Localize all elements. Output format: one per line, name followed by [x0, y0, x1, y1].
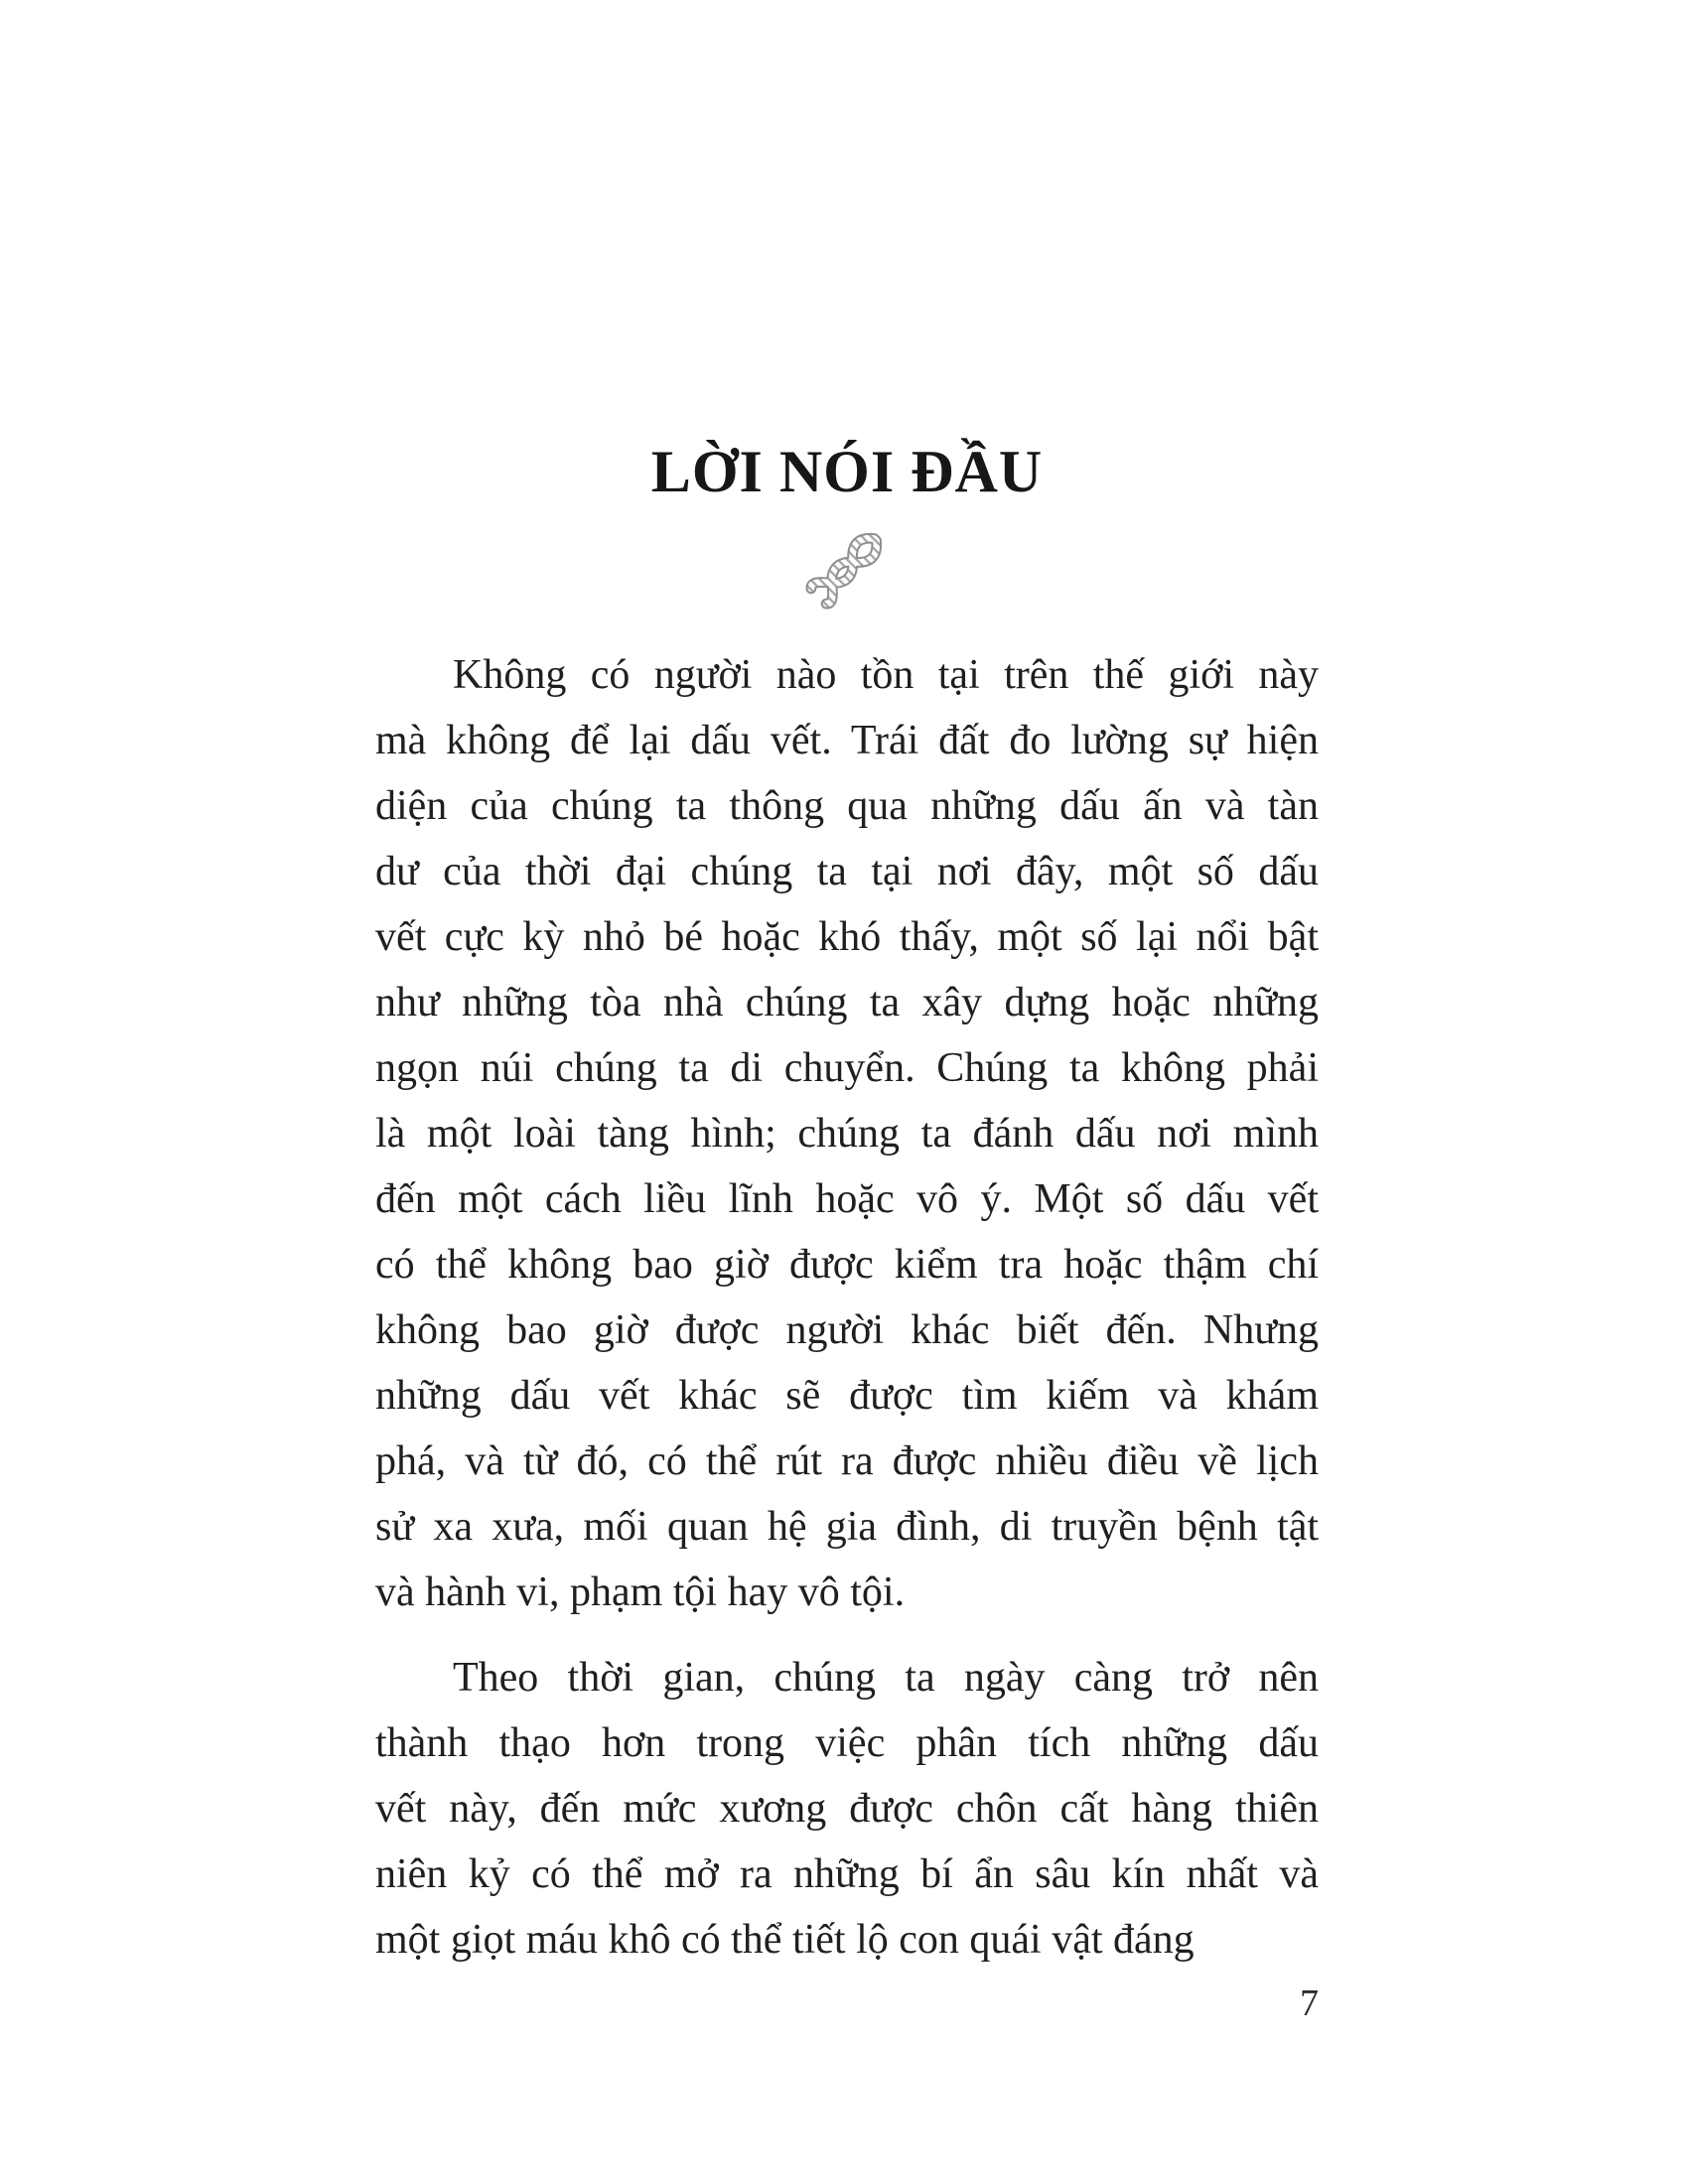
text-line: và hành vi, phạm tội hay vô tội. [375, 1570, 906, 1615]
section-ornament [375, 525, 1319, 613]
dna-helix-icon [804, 525, 890, 611]
text-line: không bao giờ được người khác biết đến. Nhưng [375, 1307, 1319, 1353]
body-text [375, 642, 1319, 1973]
text-line: như những tòa nhà chúng ta xây dựng hoặc những [375, 980, 1319, 1025]
text-line: thành thạo hơn trong việc phân tích những dấu [375, 1720, 1319, 1766]
text-line: Theo thời gian, chúng ta ngày càng trở nên [453, 1655, 1319, 1701]
text-line: sử xa xưa, mối quan hệ gia đình, di truyền bệnh tật [375, 1504, 1319, 1550]
text-line: niên kỷ có thể mở ra những bí ẩn sâu kín nhất và [375, 1851, 1319, 1897]
text-block [375, 440, 1319, 1973]
page-number: 7 [1300, 1982, 1319, 2024]
text-line: vết cực kỳ nhỏ bé hoặc khó thấy, một số lại nổi bật [375, 914, 1319, 960]
text-line: là một loài tàng hình; chúng ta đánh dấu nơi mình [375, 1111, 1319, 1157]
text-line: phá, và từ đó, có thể rút ra được nhiều điều về lịch [375, 1438, 1319, 1484]
text-line: ngọn núi chúng ta di chuyển. Chúng ta không phải [375, 1045, 1319, 1091]
chapter-title: LỜI NÓI ĐẦU [650, 439, 1044, 504]
text-line: dư của thời đại chúng ta tại nơi đây, một số dấu [375, 849, 1319, 894]
text-line: diện của chúng ta thông qua những dấu ấn và tàn [375, 783, 1319, 829]
text-line: mà không để lại dấu vết. Trái đất đo lường sự hiện [375, 718, 1319, 763]
text-line: những dấu vết khác sẽ được tìm kiếm và khám [375, 1373, 1319, 1419]
text-line: đến một cách liều lĩnh hoặc vô ý. Một số dấu vết [375, 1176, 1319, 1222]
paragraph [375, 1645, 1319, 1973]
text-line: Không có người nào tồn tại trên thế giới này [453, 652, 1319, 698]
text-line: vết này, đến mức xương được chôn cất hàng thiên [375, 1786, 1319, 1832]
text-line: có thể không bao giờ được kiểm tra hoặc thậm chí [375, 1242, 1319, 1288]
text-line: một giọt máu khô có thể tiết lộ con quái vật đáng [375, 1917, 1195, 1963]
paragraph [375, 642, 1319, 1625]
